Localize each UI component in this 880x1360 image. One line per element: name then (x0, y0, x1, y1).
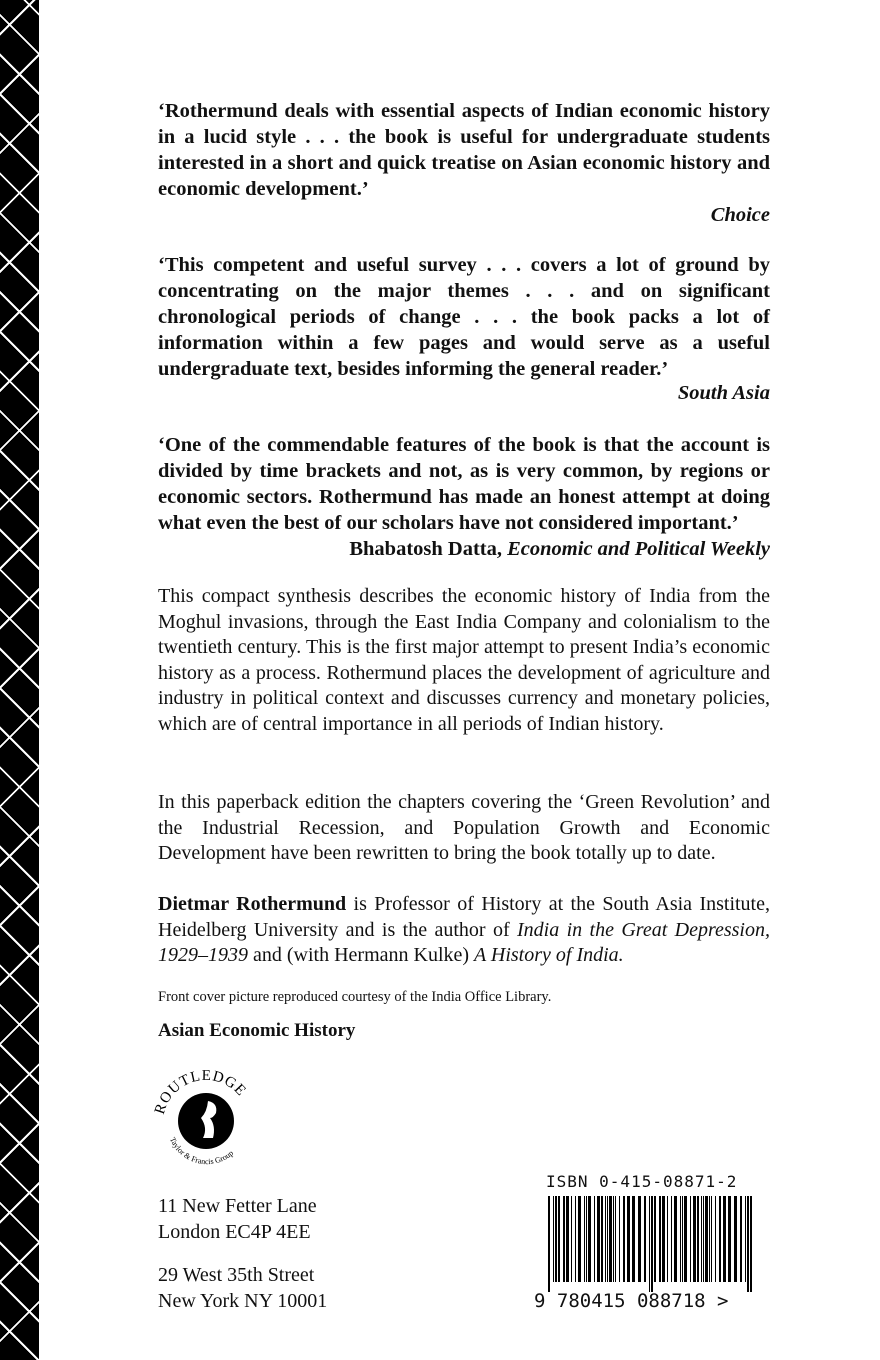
book-title: India in the Great Depression, 1929–1939 (158, 918, 770, 966)
address-line: London EC4P 4EE (158, 1221, 311, 1243)
barcode-bar (566, 1196, 569, 1282)
barcode-bar (571, 1196, 572, 1282)
barcode-bar (711, 1196, 712, 1282)
cover-credit: Front cover picture reproduced courtesy of the India Office Library. (158, 989, 552, 1005)
quote-text: ‘Rothermund deals with essential aspects of Indian economic history in a lucid style . . . the book is useful for undergraduate students interested in a short and quick treatise on Asian economic history and economic development.’ (158, 100, 770, 200)
quote-source: South Asia (677, 382, 770, 404)
barcode-bar (734, 1196, 737, 1282)
barcode-bar (671, 1196, 672, 1282)
address-line: 29 West 35th Street (158, 1264, 315, 1286)
barcode-bar (697, 1196, 699, 1282)
barcode-bar (654, 1196, 656, 1282)
decorative-pattern-border (0, 0, 39, 1360)
isbn: ISBN 0-415-08871-2 (546, 1172, 738, 1191)
review-quote-1 (158, 98, 770, 228)
series-title: Asian Economic History (158, 1020, 356, 1041)
barcode-bar (750, 1196, 752, 1292)
barcode-bar (680, 1196, 681, 1282)
barcode-bar (609, 1196, 612, 1282)
barcode-bar (558, 1196, 560, 1282)
barcode-bar (703, 1196, 704, 1282)
quote-source: Choice (710, 204, 770, 226)
barcode-bar (651, 1196, 653, 1292)
barcode-bar (627, 1196, 630, 1282)
address-line: 11 New Fetter Lane (158, 1195, 317, 1217)
barcode-bar (747, 1196, 749, 1292)
barcode-bar (601, 1196, 603, 1282)
barcode-bar (578, 1196, 581, 1282)
barcode-bar (684, 1196, 687, 1282)
barcode-bar (674, 1196, 677, 1282)
address-line: New York NY 10001 (158, 1290, 328, 1312)
barcode-bar (619, 1196, 620, 1282)
barcode-bar (662, 1196, 665, 1282)
barcode-bar (575, 1196, 576, 1282)
barcode-bar (709, 1196, 710, 1282)
barcode-bar (594, 1196, 595, 1282)
barcode-bar (586, 1196, 587, 1282)
barcode-bar (701, 1196, 702, 1282)
barcode-bar (563, 1196, 565, 1282)
barcode-bar (632, 1196, 635, 1282)
barcode-bar (588, 1196, 591, 1282)
barcode-bar (693, 1196, 696, 1282)
barcode-bar (705, 1196, 708, 1282)
barcode-bar (719, 1196, 721, 1282)
author-name: Dietmar Rothermund (158, 893, 347, 915)
barcode-bar (745, 1196, 746, 1282)
barcode (548, 1196, 753, 1292)
barcode-bar (548, 1196, 550, 1292)
barcode-number: 9 780415 088718 > (534, 1290, 729, 1312)
book-title: A History of India. (474, 944, 624, 966)
barcode-bar (690, 1196, 691, 1282)
barcode-bar (597, 1196, 600, 1282)
barcode-bar (607, 1196, 608, 1282)
barcode-bar (555, 1196, 557, 1282)
bio-text: and (with Hermann Kulke) (248, 944, 475, 966)
barcode-bar (728, 1196, 731, 1282)
routledge-logo (148, 1065, 263, 1170)
quote-author: Bhabatosh Datta, (349, 538, 502, 560)
logo-group-text: Taylor & Francis Group (167, 1135, 236, 1167)
bio-text: is Professor of History at the South Asia Institute, Heidelberg University and is the author of (158, 893, 770, 941)
barcode-bar (644, 1196, 646, 1282)
barcode-bar (553, 1196, 554, 1282)
barcode-bar (615, 1196, 616, 1282)
barcode-bar (715, 1196, 716, 1282)
barcode-bar (667, 1196, 668, 1282)
address-newyork (158, 1262, 327, 1314)
quote-text: ‘One of the commendable features of the book is that the account is divided by time brackets and not, as is very common, by regions or economic sectors. Rothermund has made an honest attempt at doing what even the best of our scholars have not considered important.’ (158, 434, 770, 534)
barcode-bar (605, 1196, 606, 1282)
quote-text: ‘This competent and useful survey . . . covers a lot of ground by concentrating on the major themes . . . and on significant chronological periods of change . . . the book packs a lot of information within a few pages and would serve as a useful undergraduate text, besides informing the general reader.’ (158, 254, 770, 380)
review-quote-2 (158, 252, 770, 406)
barcode-bar (740, 1196, 742, 1282)
quote-source: Economic and Political Weekly (507, 538, 770, 560)
author-bio (158, 892, 770, 969)
address-london (158, 1193, 317, 1245)
barcode-bar (649, 1196, 650, 1292)
edition-note: In this paperback edition the chapters covering the ‘Green Revolution’ and the Industrial Recession, and Population Growth and Economic Development have been rewritten to bring the book totally up to date. (158, 791, 770, 864)
barcode-bar (723, 1196, 726, 1282)
review-quote-3 (158, 432, 770, 562)
barcode-bar (638, 1196, 641, 1282)
logo-text: ROUTLEDGE (151, 1067, 250, 1117)
barcode-bar (584, 1196, 585, 1282)
description: This compact synthesis describes the economic history of India from the Moghul invasions, through the East India Company and colonialism to the twentieth century. This is the first major attempt to present India’s economic history as a process. Rothermund places the development of agriculture and industry in political context and discusses currency and monetary policies, which are of central importance in all periods of Indian history. (158, 585, 770, 735)
barcode-bar (623, 1196, 625, 1282)
barcode-bar (682, 1196, 683, 1282)
barcode-bar (613, 1196, 614, 1282)
barcode-bar (659, 1196, 661, 1282)
